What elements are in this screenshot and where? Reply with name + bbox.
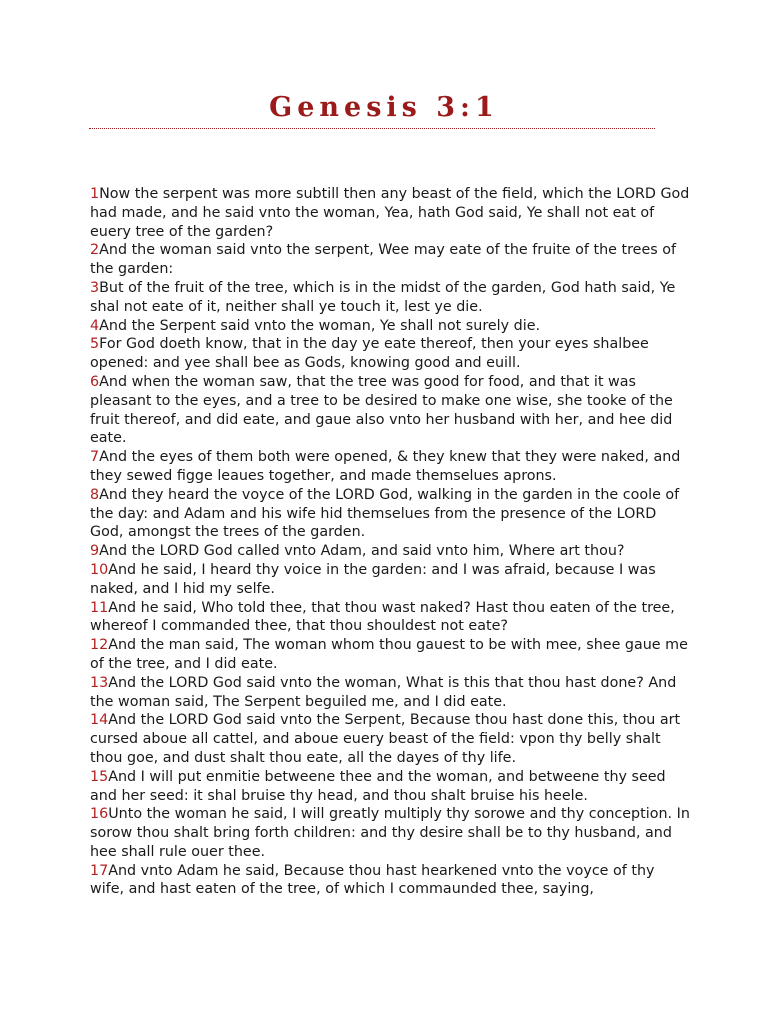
verse xyxy=(90,862,690,900)
verse xyxy=(90,599,690,637)
verse-number: 2 xyxy=(90,242,100,259)
verse-number: 10 xyxy=(90,561,109,578)
page-title: Genesis 3:1 xyxy=(269,92,499,123)
verse-number: 3 xyxy=(90,279,100,296)
verse-text: Now the serpent was more subtill then any beast of the field, which the LORD God had made, and he said vnto the woman, Yea, hath God said, Ye shall not eat of euery tree of the garden? xyxy=(90,186,690,240)
verse xyxy=(90,805,690,861)
verse xyxy=(90,636,690,674)
verse-number: 12 xyxy=(90,637,109,654)
verse-text: And vnto Adam he said, Because thou hast hearkened vnto the voyce of thy wife, and hast eaten of the tree, of which I commaunded thee, saying, xyxy=(90,862,655,898)
verse-number: 4 xyxy=(90,317,100,334)
verse-number: 15 xyxy=(90,768,109,785)
verse xyxy=(90,448,690,486)
verse xyxy=(90,768,690,806)
verse xyxy=(90,373,690,448)
verse xyxy=(90,335,690,373)
verse-number: 8 xyxy=(90,486,100,503)
verse-text: And the LORD God said vnto the Serpent, Because thou hast done this, thou art cursed aboue all cattel, and aboue euery beast of the field: vpon thy belly shalt thou goe, and dust shalt thou eate, all the dayes of thy life. xyxy=(90,712,681,766)
verse-number: 13 xyxy=(90,674,109,691)
verse-number: 17 xyxy=(90,862,109,879)
verse-text: And they heard the voyce of the LORD God, walking in the garden in the coole of the day: and Adam and his wife hid themselues from the presence of the LORD God, amongst the trees of the garden. xyxy=(90,486,680,541)
verse-number: 1 xyxy=(90,186,100,202)
verse-text: And the LORD God said vnto the woman, What is this that thou hast done? And the woman said, The Serpent beguiled me, and I did eate. xyxy=(90,674,677,710)
verse-number: 6 xyxy=(90,373,100,390)
verse-number: 7 xyxy=(90,449,100,466)
verse xyxy=(90,241,690,279)
verse xyxy=(90,486,690,542)
verse xyxy=(90,711,690,767)
verse-text: And the man said, The woman whom thou gauest to be with mee, shee gaue me of the tree, and I did eate. xyxy=(90,637,688,672)
verse-list xyxy=(90,185,690,899)
verse-text: And the woman said vnto the serpent, Wee may eate of the fruite of the trees of the garden: xyxy=(90,242,677,278)
verse xyxy=(90,279,690,317)
verse-number: 5 xyxy=(90,336,100,353)
verse-text: And the LORD God called vnto Adam, and said vnto him, Where art thou? xyxy=(99,543,625,560)
verse-text: And when the woman saw, that the tree was good for food, and that it was pleasant to the eyes, and a tree to be desired to make one wise, she tooke of the fruit thereof, and did eate, and gaue also vnto her husband with her, and hee did eate. xyxy=(90,373,673,447)
verse-text: And he said, I heard thy voice in the garden: and I was afraid, because I was naked, and I hid my selfe. xyxy=(90,561,656,597)
verse xyxy=(90,674,690,712)
verse-text: And the Serpent said vnto the woman, Ye shall not surely die. xyxy=(99,317,541,334)
verse-number: 16 xyxy=(90,806,109,823)
verse xyxy=(90,185,690,241)
verse-text: For God doeth know, that in the day ye eate thereof, then your eyes shalbee opened: and yee shall bee as Gods, knowing good and euill. xyxy=(90,336,649,372)
verse-text: But of the fruit of the tree, which is in the midst of the garden, God hath said, Ye shal not eate of it, neither shall ye touch it, lest ye die. xyxy=(90,279,676,315)
verse-text: And he said, Who told thee, that thou wast naked? Hast thou eaten of the tree, whereof I commanded thee, that thou shouldest not eate? xyxy=(90,599,675,635)
verse-text: And the eyes of them both were opened, & they knew that they were naked, and they sewed figge leaues together, and made themselues aprons. xyxy=(90,449,681,484)
verse xyxy=(90,561,690,599)
verse-text: Unto the woman he said, I will greatly multiply thy sorowe and thy conception. In sorow thou shalt bring forth children: and thy desire shall be to thy husband, and hee shall rule ouer thee. xyxy=(90,806,690,860)
verse xyxy=(90,542,690,561)
verse-number: 14 xyxy=(90,712,109,729)
verse-number: 9 xyxy=(90,543,100,560)
title-divider xyxy=(89,128,655,129)
verse xyxy=(90,317,690,336)
verse-text: And I will put enmitie betweene thee and the woman, and betweene thy seed and her seed: it shal bruise thy head, and thou shalt bruise his heele. xyxy=(90,768,666,804)
verse-number: 11 xyxy=(90,599,109,616)
